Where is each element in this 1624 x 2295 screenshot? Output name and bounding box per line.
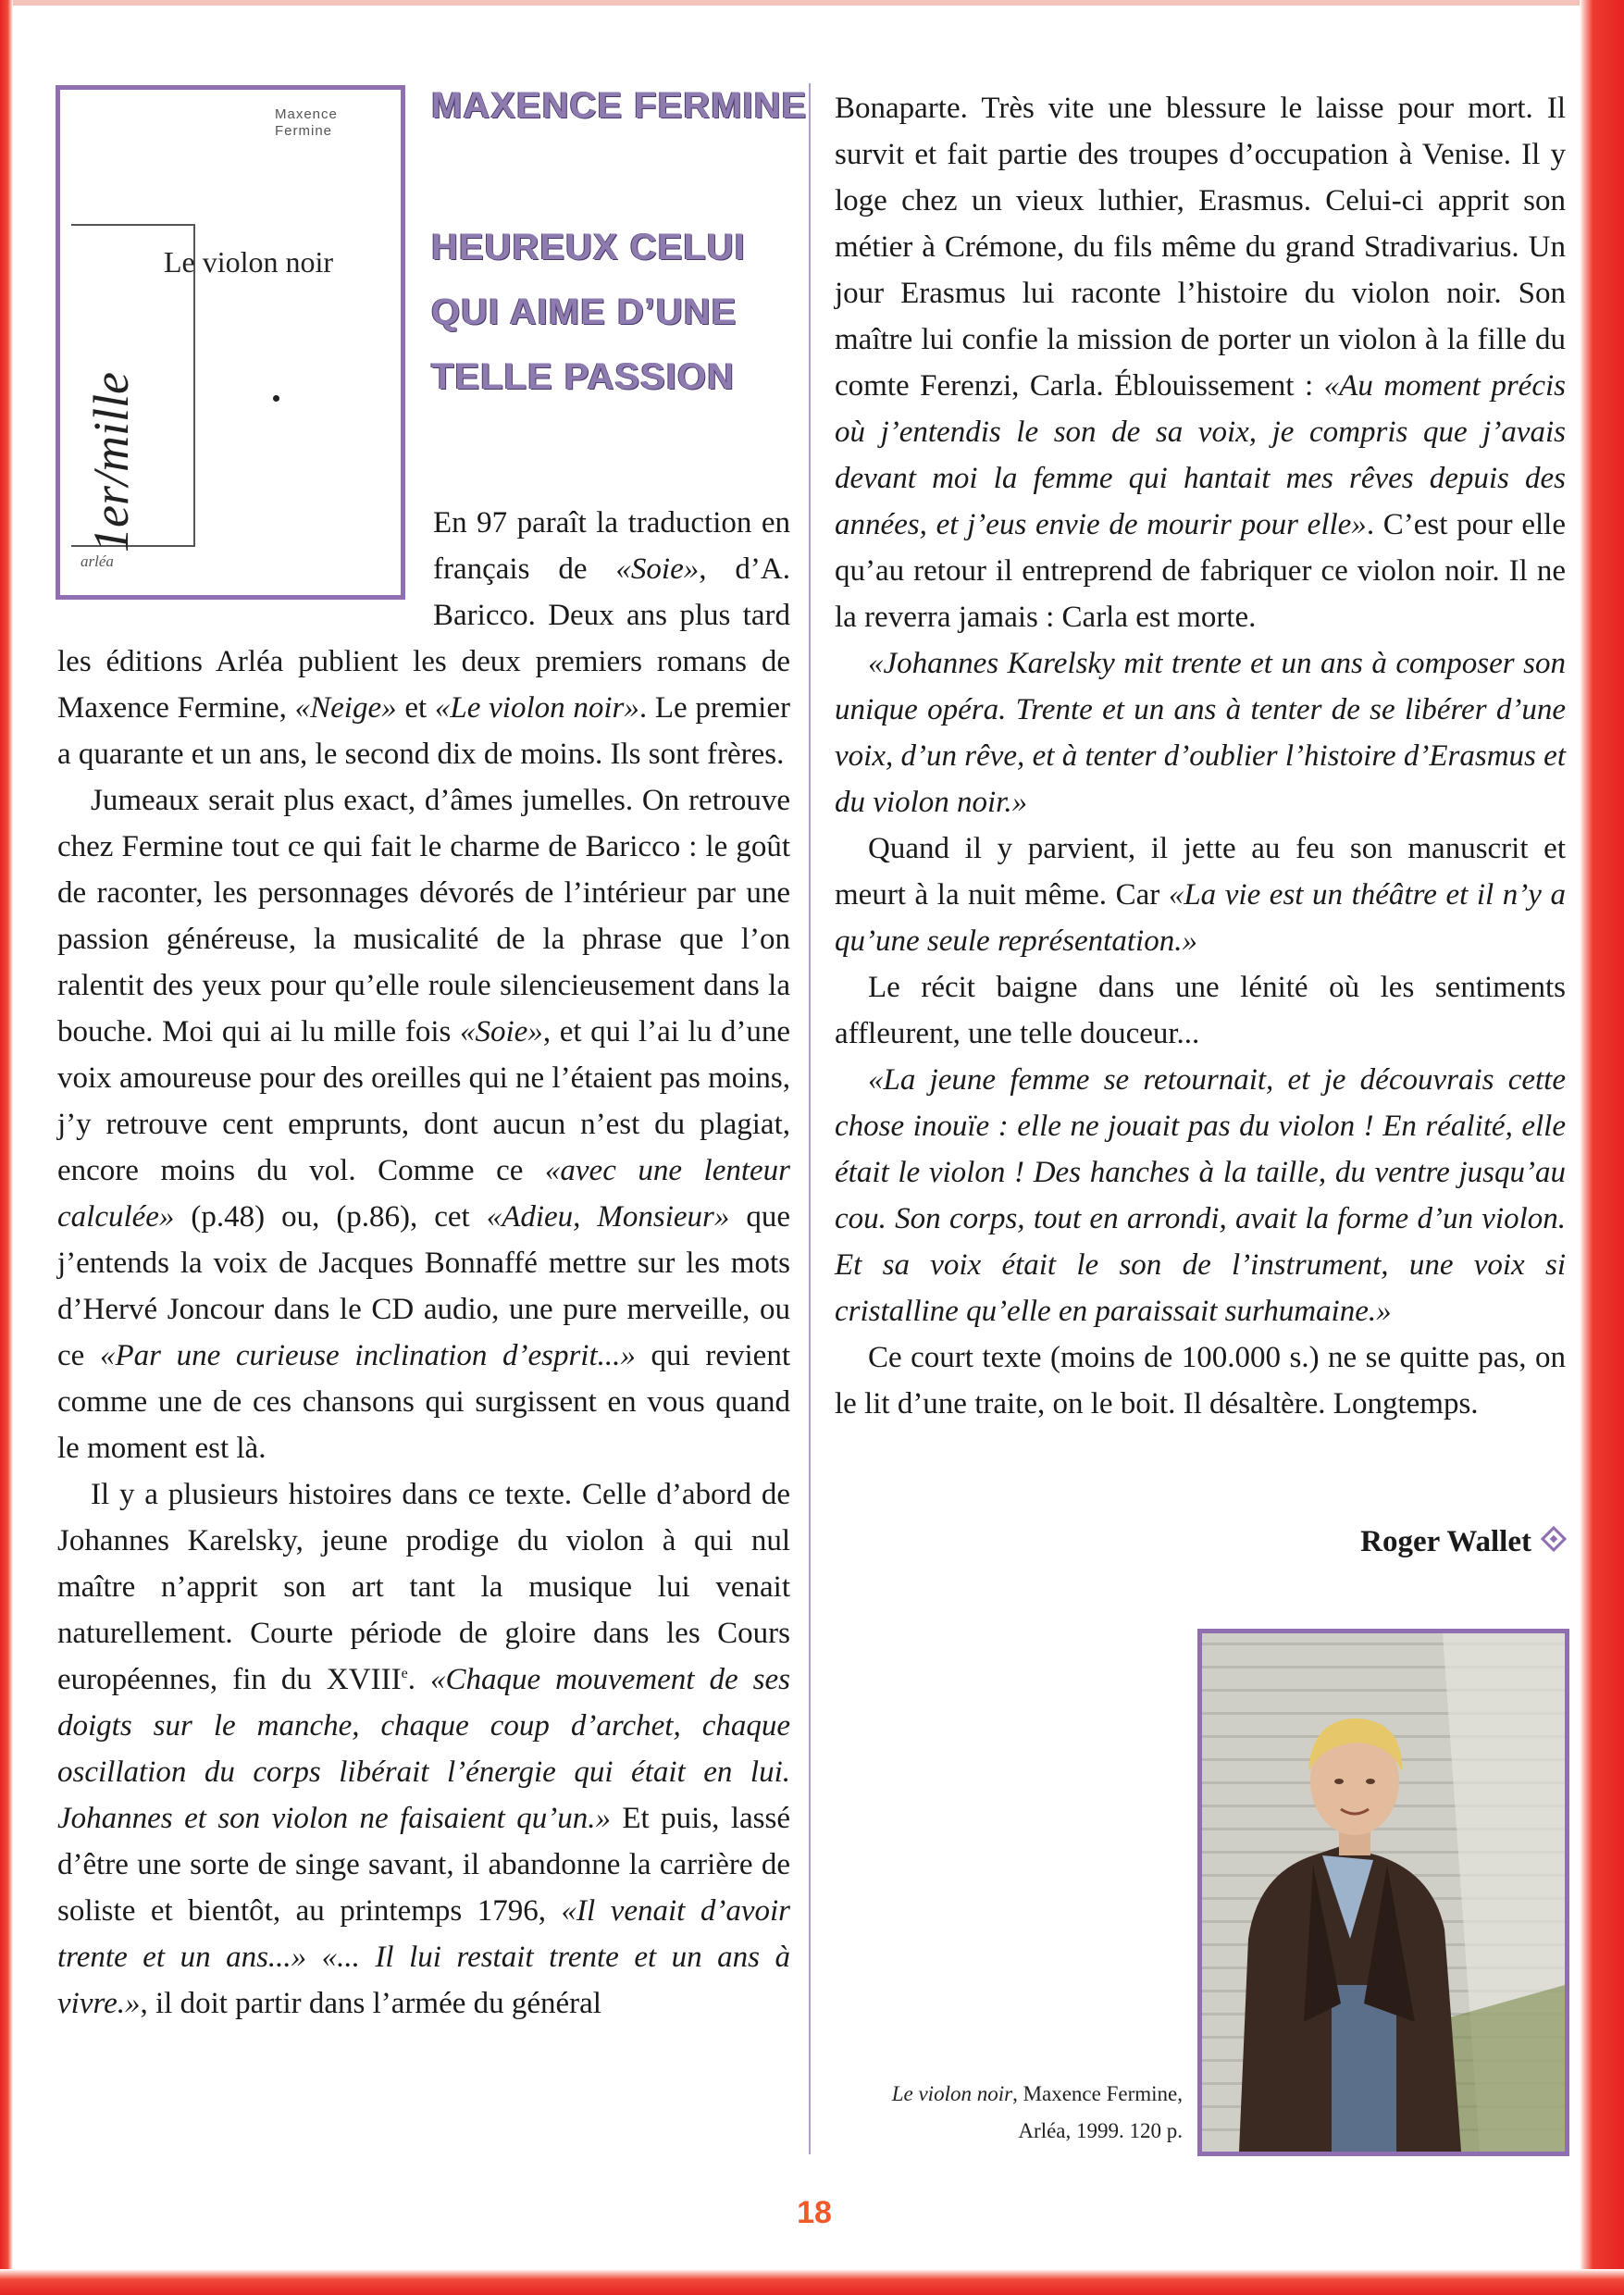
body-text: , et qui l’ai lu d’une voix amoureuse pour des oreilles qui ne l’étaient pas moins, j’y retrouve cent emprunts, dont aucun n’est du plagiat, encore moins du vol. Comme ce: [57, 1015, 791, 1187]
body-text: . C’est pour elle qu’au retour il entreprend de fabriquer ce violon noir. Il ne la reverra jamais : Carla est morte.: [835, 508, 1567, 634]
body-text: Ce court texte (moins de 100.000 s.) ne se quitte pas, on le lit d’une traite, on le boit. Il désaltère. Longtemps.: [835, 1341, 1566, 1420]
signature: [1360, 1525, 1563, 1559]
body-text: et: [396, 691, 435, 725]
cover-author-first: Maxence: [275, 106, 338, 122]
quote-paragraph: [835, 640, 1566, 825]
page-number: 18: [797, 2195, 832, 2230]
caption-title: Le violon noir: [891, 2082, 1013, 2105]
author-photo: [1197, 1629, 1569, 2156]
quote-text: «Chaque mouvement de ses doigts sur le manche, chaque coup d’archet, chaque oscillation du corps libérait l’énergie qui était en lui. Johannes et son violon ne faisaient qu’un.»: [57, 1663, 791, 1835]
caption-line: [859, 2076, 1183, 2113]
body-text: Jumeaux serait plus exact, d’âmes jumelles. On retrouve chez Fermine tout ce qui fait le charme de Baricco : le goût de raconter, les personnages dévorés de l’intérieur par une passion généreuse, la musicalité de la phrase que l’on ralentit des yeux pour qu’elle roule silencieusement dans la bouche. Moi qui ai lu mille fois: [57, 784, 790, 1048]
person-illustration: [1202, 1633, 1565, 2152]
column-divider: [809, 83, 811, 2154]
paragraph: [57, 1471, 790, 2027]
paragraph: [835, 964, 1566, 1057]
paragraph-text: Il y a plusieurs histoires dans ce texte. Celle d’abord de Johannes Karelsky, jeune prodige du violon à qui nul maître n’apprit son art tant la musique lui venait naturellement. Courte période de gloire dans les Cours européennes, fin du XVIII: [57, 1478, 790, 1696]
body-text: , il doit partir dans l’armée du général: [140, 1987, 601, 2020]
quote-text: «Soie»: [615, 552, 700, 586]
cover-author-last: Fermine: [275, 123, 333, 139]
quote-text: «La vie est un théâtre et il n’y a qu’une seule représentation.»: [835, 878, 1566, 958]
book-caption: [859, 2076, 1183, 2150]
quote-text: «Par une curieuse inclination d’esprit...»: [99, 1339, 636, 1372]
quote-text: «La jeune femme se retournait, et je découvrais cette chose inouïe : elle ne jouait pas du violon ! En réalité, elle était le violon ! Des hanches à la taille, du ventre jusqu’au cou. Son corps, tout en arrondi, avait la forme d’un violon. Et sa voix était le son de l’instrument, une voix si cristalline qu’elle en paraissait surhumaine.»: [835, 1063, 1566, 1328]
quote-text: «Johannes Karelsky mit trente et un ans à composer son unique opéra. Trente et un ans à tenter de se libérer d’une voix, d’un rêve, et à tenter d’oublier l’histoire d’Erasmus et du violon noir.»: [835, 647, 1566, 819]
superscript: e: [401, 1666, 408, 1681]
cover-author: [275, 106, 338, 140]
left-text-column: [57, 500, 790, 2027]
diamond-icon: [1541, 1526, 1567, 1552]
quote-text: «Au moment précis où j’entendis le son de sa voix, je compris que j’avais devant moi la femme qui hantait mes rêves depuis des années, et j’eus envie de mourir pour elle»: [835, 369, 1566, 541]
body-text: Et puis, lassé d’être une sorte de singe savant, il abandonne la carrière de soliste et bientôt, au printemps 1796,: [57, 1802, 790, 1928]
cover-wrap-space: [57, 500, 433, 603]
paragraph: [835, 85, 1566, 640]
cover-collection: 1er/mille: [83, 372, 139, 552]
body-text: , d’A. Baricco. Deux ans plus tard les éditions Arléa publient les deux premiers romans de Maxence Fermine,: [57, 552, 790, 725]
signature-name: Roger Wallet: [1360, 1525, 1531, 1558]
caption-author: , Maxence Fermine,: [1012, 2082, 1183, 2105]
body-text: qui revient comme une de ces chansons qui surgissent en vous quand le moment est là.: [57, 1339, 790, 1465]
cover-dot: [273, 395, 279, 402]
article-title-heading: HEUREUX CELUI QUI AIME D’UNE TELLE PASSION: [431, 227, 746, 397]
body-text: Quand il y parvient, il jette au feu son manuscrit et meurt à la nuit même. Car: [835, 832, 1566, 912]
paragraph: [835, 825, 1566, 964]
cover-title: Le violon noir: [164, 245, 334, 279]
paragraph-text: [57, 1663, 790, 2020]
quote-text: «Le violon noir»: [434, 691, 639, 725]
quote-text: «Soie»: [459, 1015, 543, 1048]
right-text-column: [835, 85, 1566, 1427]
caption-publisher: Arléa, 1999. 120 p.: [1018, 2119, 1183, 2142]
quote-text: «Neige»: [294, 691, 397, 725]
quote-text: «Il venait d’avoir trente et un ans...» «... Il lui restait trente et un ans à vivre.»: [57, 1894, 790, 2020]
page-top-edge: [0, 0, 1624, 6]
cover-publisher: arléa: [81, 552, 114, 570]
body-text: que j’entends la voix de Jacques Bonnaffé mettre sur les mots d’Hervé Joncour dans le CD audio, une pure merveille, ou ce: [57, 1200, 791, 1372]
quote-text: «avec une lenteur calculée»: [57, 1154, 790, 1234]
page-right-frame: [1580, 0, 1624, 2295]
quote-text: «Adieu, Monsieur»: [486, 1200, 730, 1234]
body-text: . Le premier a quarante et un ans, le second dix de moins. Ils sont frères.: [57, 691, 790, 771]
body-text: Bonaparte. Très vite une blessure le laisse pour mort. Il survit et fait partie des troupes d’occupation à Venise. Il y loge chez un vieux luthier, Erasmus. Celui-ci apprit son métier à Crémone, du fils même du grand Stradivarius. Un jour Erasmus lui raconte l’histoire du violon noir. Son maître lui confie la mission de porter un violon à la fille du comte Ferenzi, Carla. Éblouissement :: [835, 92, 1566, 403]
page-left-frame: [0, 0, 13, 2295]
paragraph: [57, 777, 790, 1471]
body-text: En 97 paraît la traduction en français de: [433, 506, 790, 586]
body-text: (p.48) ou, (p.86), cet: [174, 1200, 487, 1234]
quote-paragraph: [835, 1057, 1566, 1334]
article-author-heading: MAXENCE FERMINE: [431, 85, 808, 126]
body-text: Le récit baigne dans une lénité où les sentiments affleurent, une telle douceur...: [835, 971, 1566, 1050]
page-bottom-frame: [0, 2269, 1624, 2295]
paragraph: [835, 1334, 1566, 1427]
body-text: .: [407, 1663, 430, 1696]
